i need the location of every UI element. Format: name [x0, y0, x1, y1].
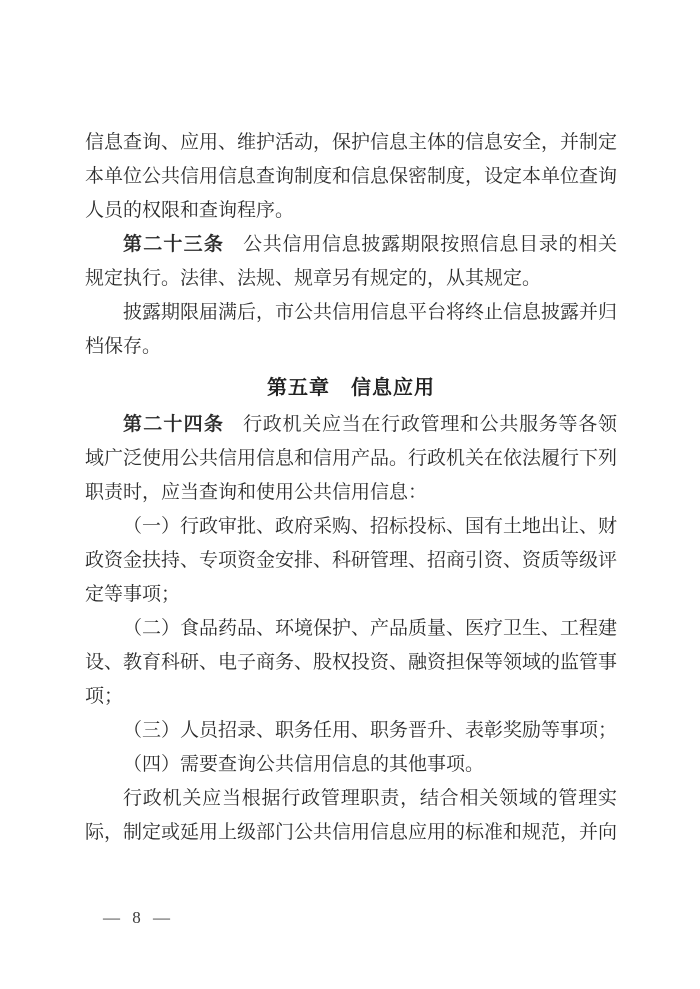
article-23-text: 公共信用信息披露期限按照信息目录的相关规定执行。法律、法规、规章另有规定的，从其规定。	[85, 234, 617, 289]
chapter-heading: 第五章 信息应用	[267, 377, 435, 399]
body-paragraph: 披露期限届满后，市公共信用信息平台将终止信息披露并归档保存。	[85, 302, 618, 357]
article-23-paragraph	[85, 228, 617, 296]
list-item-3: （三）人员招录、职务任用、职务晋升、表彰奖励等事项；	[123, 720, 618, 741]
article-24-text: 行政机关应当在行政管理和公共服务等各领域广泛使用公共信用信息和信用产品。行政机关在依法履行下列职责时，应当查询和使用公共信用信息：	[85, 414, 618, 503]
page-number: — 8 —	[103, 908, 174, 927]
list-item-1: （一）行政审批、政府采购、招标投标、国有土地出让、财政资金扶持、专项资金安排、科研管理、招商引资、资质等级评定等事项；	[85, 516, 618, 605]
page-content	[85, 126, 617, 850]
body-paragraph-continued: 信息查询、应用、维护活动，保护信息主体的信息安全，并制定本单位公共信用信息查询制度和信息保密制度，设定本单位查询人员的权限和查询程序。	[85, 132, 618, 221]
list-item-2: （二）食品药品、环境保护、产品质量、医疗卫生、工程建设、教育科研、电子商务、股权投资、融资担保等领域的监管事项；	[85, 618, 618, 707]
article-24-number: 第二十四条	[123, 414, 225, 435]
article-23-number: 第二十三条	[123, 234, 225, 255]
list-item-4: （四）需要查询公共信用信息的其他事项。	[123, 754, 485, 775]
body-paragraph-last: 行政机关应当根据行政管理职责，结合相关领域的管理实际，制定或延用上级部门公共信用信息应用的标准和规范，并向	[85, 788, 618, 843]
article-24-paragraph	[85, 408, 617, 510]
